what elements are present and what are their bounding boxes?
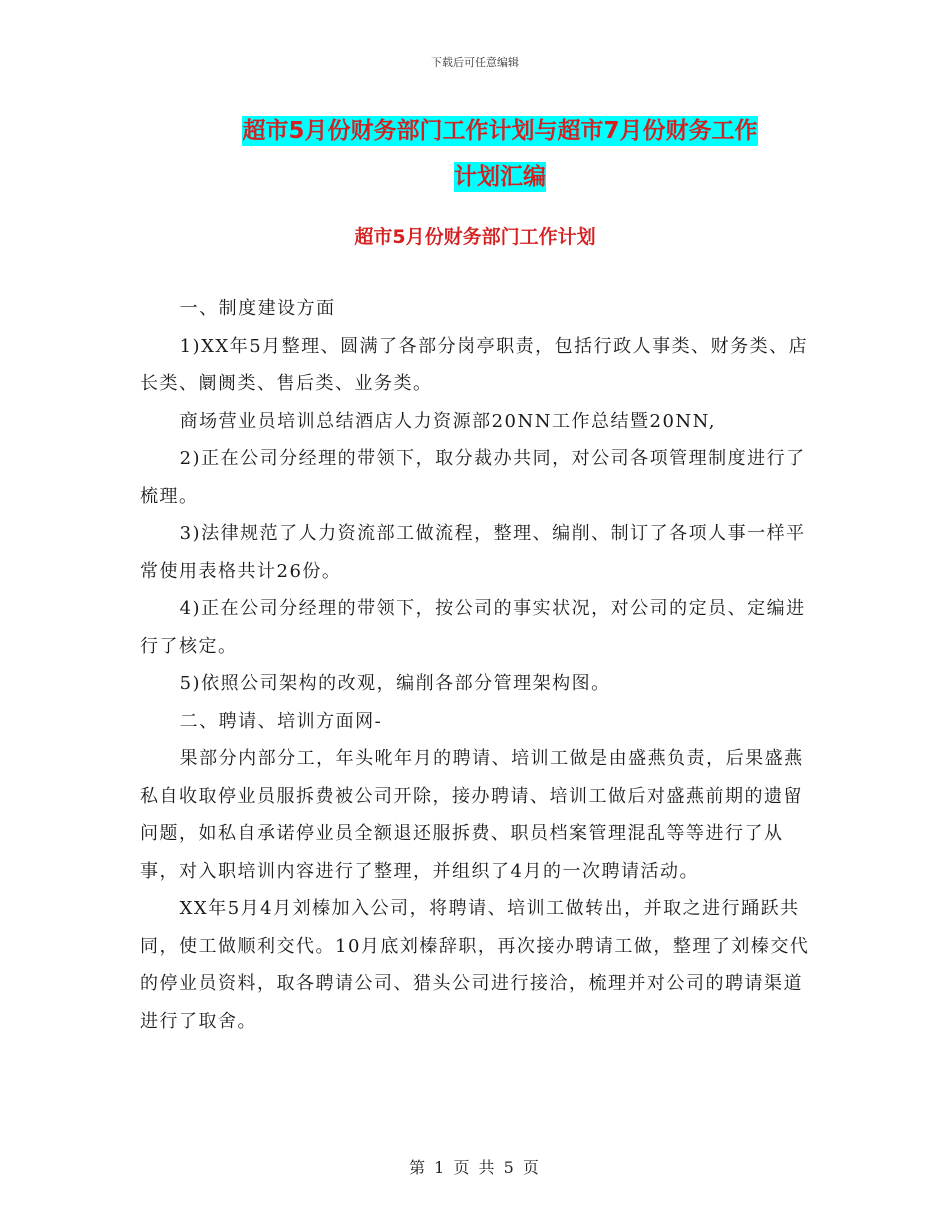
paragraph: 3)法律规范了人力资流部工做流程，整理、编削、制订了各项人事一样平常使用表格共计26份。 <box>140 523 806 582</box>
page-footer: 第 1 页 共 5 页 <box>409 1158 541 1177</box>
paragraph: 果部分内部分工，年头吪年月的聘请、培训工做是由盛燕负责，后果盛燕私自收取停业员服拆费被公司开除，接办聘请、培训工做后对盛燕前期的遗留问题，如私自承诺停业员全额退还服拆费、职员档案管理混乱等等进行了从事，对入职培训内容进行了整理，并组织了4月的一次聘请活动。 <box>140 748 804 882</box>
title-line-2: 计划汇编 <box>454 164 546 190</box>
section-title: 超市5月份财务部门工作计划 <box>354 226 596 248</box>
paragraph: 一、制度建设方面 <box>179 298 336 319</box>
title-line-1: 超市5月份财务部门工作计划与超市7月份财务工作 <box>242 118 758 144</box>
paragraph: 5)依照公司架构的改观，编削各部分管理架构图。 <box>179 673 611 694</box>
paragraph: 二、聘请、培训方面网- <box>179 710 383 732</box>
paragraph: XX年5月4月刘榛加入公司，将聘请、培训工做转出，并取之进行踊跃共同，使工做顺利交代。10月底刘榛辞职，再次接办聘请工做，整理了刘榛交代的停业员资料，取各聘请公司、猎头公司进行接洽，梳理并对公司的聘请渠道进行了取舍。 <box>140 898 810 1032</box>
paragraph: 4)正在公司分经理的带领下，按公司的事实状况，对公司的定员、定编进行了核定。 <box>140 598 806 657</box>
paragraph: 2)正在公司分经理的带领下，取分裁办共同，对公司各项管理制度进行了梳理。 <box>140 448 806 507</box>
header-note: 下载后可任意编辑 <box>431 56 519 69</box>
paragraph: 商场营业员培训总结酒店人力资源部20NN工作总结暨20NN, <box>179 410 716 432</box>
document-title <box>120 108 880 200</box>
paragraph: 1)XX年5月整理、圆满了各部分岗亭职责，包括行政人事类、财务类、店长类、阛阓类、售后类、业务类。 <box>140 335 809 394</box>
document-body <box>140 290 815 1040</box>
